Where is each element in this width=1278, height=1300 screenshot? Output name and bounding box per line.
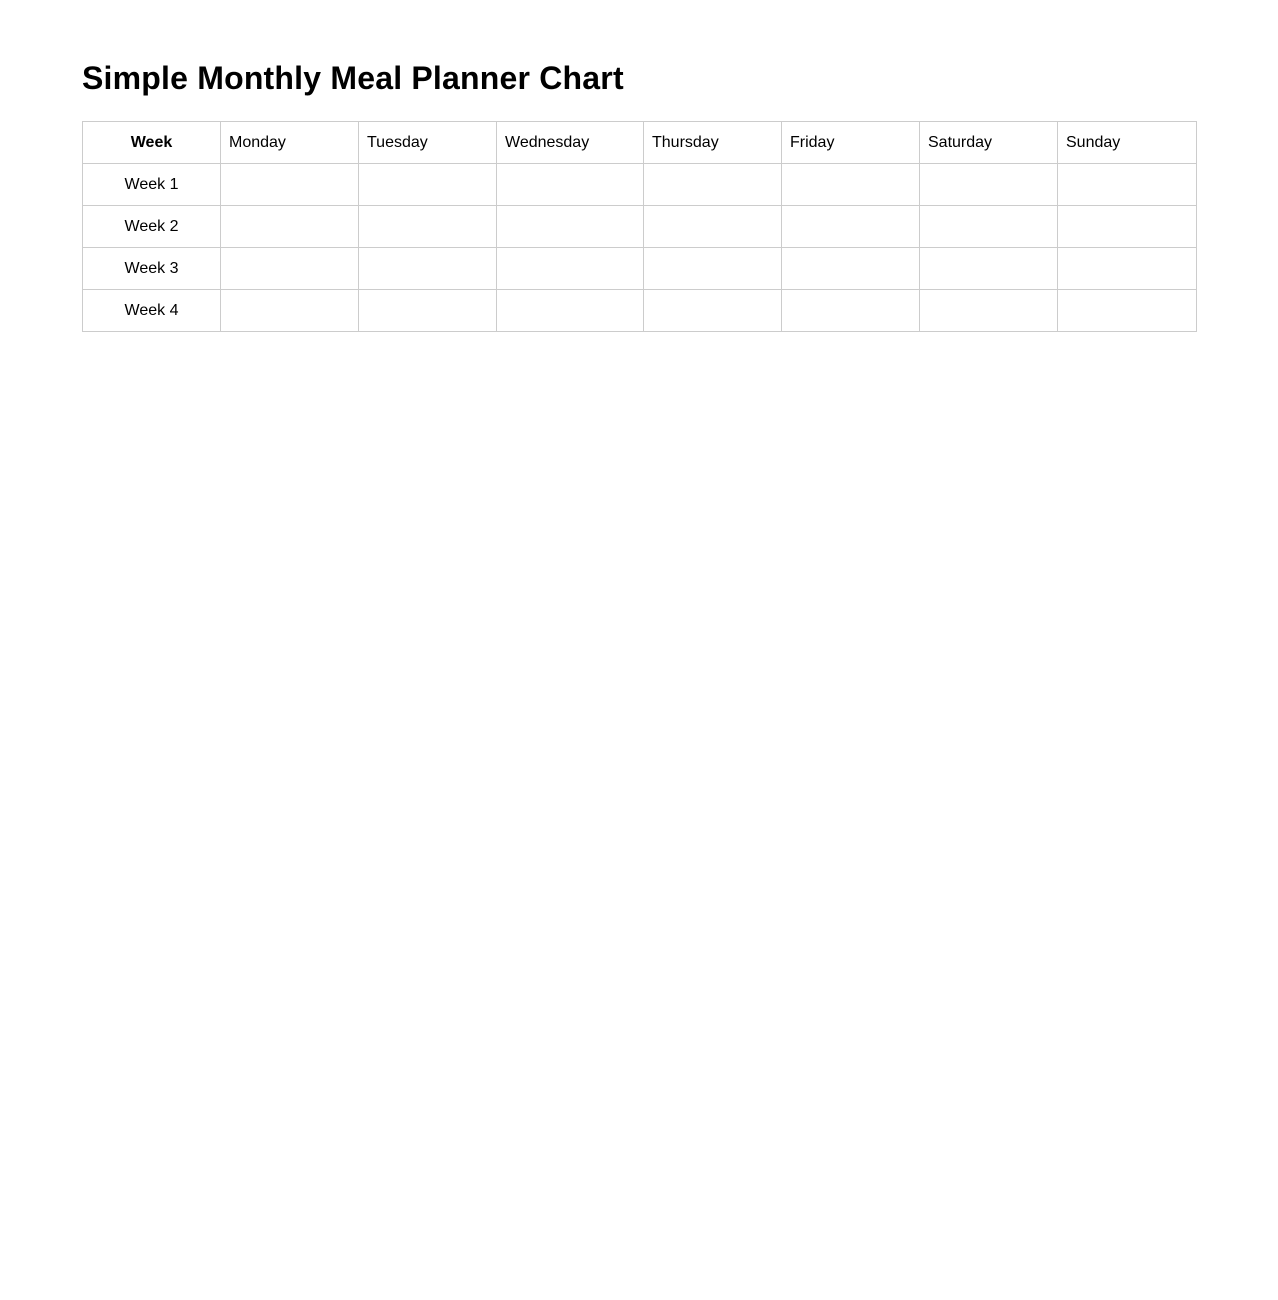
meal-cell[interactable] bbox=[359, 206, 497, 248]
meal-cell[interactable] bbox=[1058, 248, 1197, 290]
table-row bbox=[83, 206, 1197, 248]
table-row bbox=[83, 290, 1197, 332]
meal-cell[interactable] bbox=[221, 248, 359, 290]
column-header-friday: Friday bbox=[782, 122, 920, 164]
meal-cell[interactable] bbox=[497, 290, 644, 332]
meal-cell[interactable] bbox=[1058, 290, 1197, 332]
column-header-week: Week bbox=[83, 122, 221, 164]
meal-cell[interactable] bbox=[221, 164, 359, 206]
page-title: Simple Monthly Meal Planner Chart bbox=[82, 60, 624, 96]
meal-cell[interactable] bbox=[920, 164, 1058, 206]
week-label: Week 3 bbox=[83, 248, 221, 290]
column-header-sunday: Sunday bbox=[1058, 122, 1197, 164]
meal-cell[interactable] bbox=[221, 206, 359, 248]
meal-cell[interactable] bbox=[644, 248, 782, 290]
column-header-tuesday: Tuesday bbox=[359, 122, 497, 164]
meal-cell[interactable] bbox=[497, 248, 644, 290]
column-header-thursday: Thursday bbox=[644, 122, 782, 164]
meal-cell[interactable] bbox=[782, 164, 920, 206]
meal-cell[interactable] bbox=[1058, 206, 1197, 248]
column-header-wednesday: Wednesday bbox=[497, 122, 644, 164]
week-label: Week 2 bbox=[83, 206, 221, 248]
week-label: Week 4 bbox=[83, 290, 221, 332]
meal-cell[interactable] bbox=[920, 248, 1058, 290]
table-row bbox=[83, 164, 1197, 206]
meal-planner-table bbox=[82, 121, 1197, 332]
week-label: Week 1 bbox=[83, 164, 221, 206]
meal-cell[interactable] bbox=[497, 206, 644, 248]
column-header-saturday: Saturday bbox=[920, 122, 1058, 164]
meal-cell[interactable] bbox=[920, 290, 1058, 332]
meal-cell[interactable] bbox=[644, 206, 782, 248]
meal-cell[interactable] bbox=[782, 206, 920, 248]
meal-cell[interactable] bbox=[359, 248, 497, 290]
meal-cell[interactable] bbox=[920, 206, 1058, 248]
table-row bbox=[83, 248, 1197, 290]
column-header-monday: Monday bbox=[221, 122, 359, 164]
meal-cell[interactable] bbox=[221, 290, 359, 332]
meal-cell[interactable] bbox=[359, 164, 497, 206]
meal-cell[interactable] bbox=[782, 248, 920, 290]
meal-cell[interactable] bbox=[782, 290, 920, 332]
meal-cell[interactable] bbox=[644, 290, 782, 332]
meal-cell[interactable] bbox=[359, 290, 497, 332]
meal-cell[interactable] bbox=[1058, 164, 1197, 206]
meal-cell[interactable] bbox=[497, 164, 644, 206]
meal-cell[interactable] bbox=[644, 164, 782, 206]
header-row bbox=[83, 122, 1197, 164]
